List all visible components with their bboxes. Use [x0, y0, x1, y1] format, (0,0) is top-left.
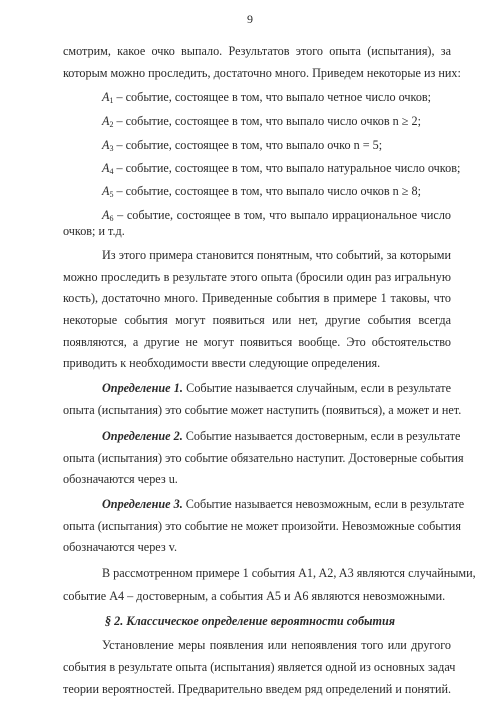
event-item-5 [102, 184, 451, 199]
event-item-3 [102, 138, 451, 153]
definition-heading: Определение 3. [102, 497, 183, 511]
event-item-1 [102, 90, 451, 105]
event-index: 6 [109, 214, 114, 223]
paragraph-line: можно проследить в результате этого опыта (бросили один раз игральную [63, 270, 451, 284]
definition-text: Событие называется невозможным, если в результате [182, 497, 465, 511]
text-line: которым можно проследить, достаточно много. Приведем некоторые из них: [63, 66, 461, 80]
definition-line: опыта (испытания) это событие может наступить (появиться), а может и нет. [63, 403, 462, 417]
definition-2 [102, 429, 461, 444]
definition-line: опыта (испытания) это событие не может произойти. Невозможные события [63, 519, 461, 533]
section-title: § 2. Классическое определение вероятности события [104, 614, 396, 628]
event-item-6-continuation: очков; и т.д. [63, 224, 125, 238]
example-line: В рассмотренном примере 1 события A1, A2, A3 являются случайными, [102, 566, 476, 580]
paragraph-line: приводить к необходимости ввести следующие определения. [63, 356, 381, 370]
event-item-6 [102, 208, 451, 223]
event-index: 4 [109, 167, 114, 176]
event-symbol: A [102, 114, 110, 128]
definition-1 [102, 381, 451, 396]
example-line: событие A4 – достоверным, а события A5 и A6 являются невозможными. [63, 589, 446, 603]
page-number: 9 [247, 12, 253, 26]
definition-heading: Определение 1. [102, 381, 183, 395]
definition-3 [102, 497, 465, 512]
event-index: 3 [109, 144, 114, 153]
paragraph-line: теории вероятностей. Предварительно введем ряд определений и понятий. [63, 682, 452, 696]
paragraph-line: кость), достаточно много. Приведенные события в примере 1 таковы, что [63, 291, 451, 305]
event-text: – событие, состоящее в том, что выпало очко n = 5; [113, 138, 383, 152]
paragraph-line: Установление меры появления или непоявления того или другого [102, 638, 451, 652]
definition-heading: Определение 2. [102, 429, 183, 443]
event-symbol: A [102, 138, 110, 152]
event-text: – событие, состоящее в том, что выпало иррациональное число [113, 208, 451, 222]
event-text: – событие, состоящее в том, что выпало число очков n ≥ 8; [113, 184, 422, 198]
text-line: смотрим, какое очко выпало. Результатов этого опыта (испытания), за [63, 44, 451, 58]
event-item-4 [102, 161, 461, 176]
definition-line: обозначаются через u. [63, 472, 178, 486]
paragraph-line: появляются, а другие не могут появиться вообще. Это обстоятельство [63, 335, 451, 349]
definition-line: опыта (испытания) это событие обязательно наступит. Достоверные события [63, 451, 464, 465]
event-text: – событие, состоящее в том, что выпало четное число очков; [113, 90, 432, 104]
paragraph-line: некоторые события могут появиться или нет, другие события всегда [63, 313, 451, 327]
event-symbol: A [102, 184, 110, 198]
event-symbol: A [102, 90, 110, 104]
event-text: – событие, состоящее в том, что выпало натуральное число очков; [113, 161, 461, 175]
event-index: 2 [109, 120, 114, 129]
definition-line: обозначаются через v. [63, 540, 178, 554]
paragraph-line: Из этого примера становится понятным, что событий, за которыми [102, 248, 451, 262]
event-symbol: A [102, 161, 110, 175]
event-index: 1 [109, 96, 114, 105]
event-index: 5 [109, 190, 114, 199]
definition-text: Событие называется случайным, если в результате [182, 381, 451, 395]
event-item-2 [102, 114, 451, 129]
paragraph-line: события в результате опыта (испытания) является одной из основных задач [63, 660, 456, 674]
definition-text: Событие называется достоверным, если в результате [182, 429, 461, 443]
event-text: – событие, состоящее в том, что выпало число очков n ≥ 2; [113, 114, 422, 128]
event-symbol: A [102, 208, 110, 222]
